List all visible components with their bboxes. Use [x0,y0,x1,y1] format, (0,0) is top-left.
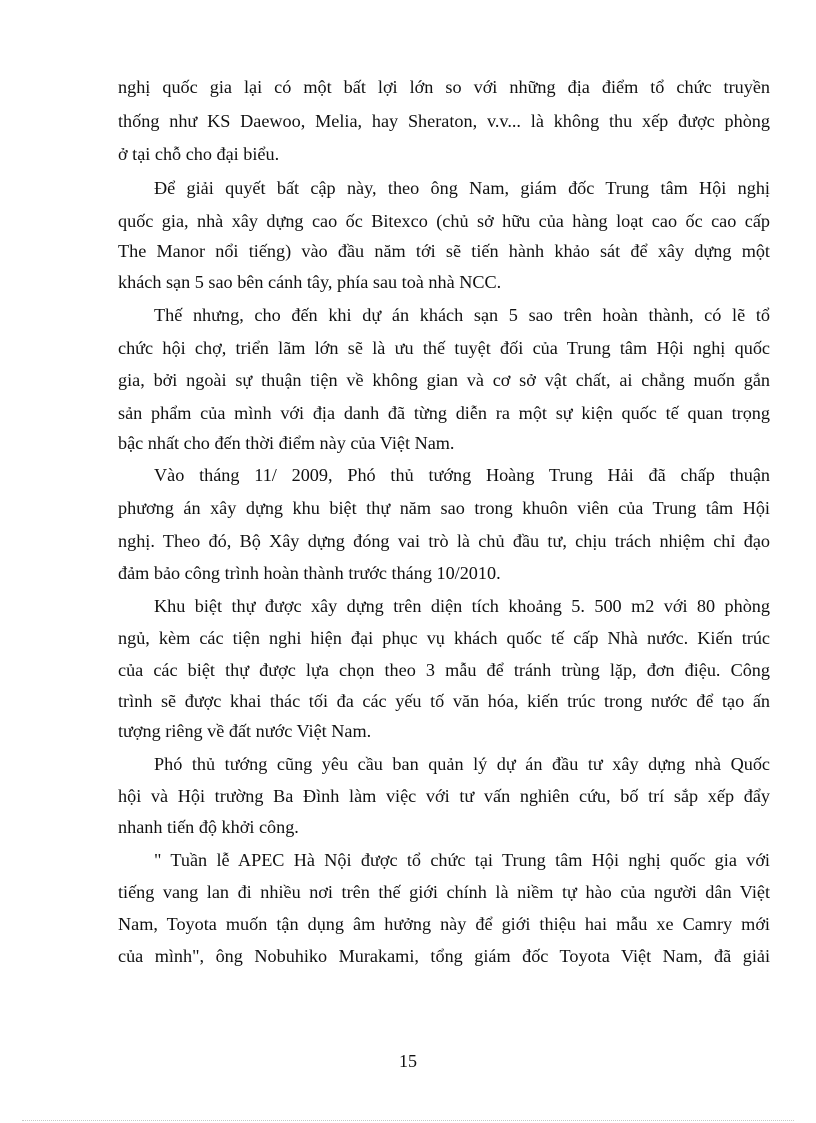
text-line: " Tuần lễ APEC Hà Nội được tổ chức tại Trung tâm Hội nghị quốc gia với [154,850,770,870]
text-line: The Manor nổi tiếng) vào đầu năm tới sẽ tiến hành khảo sát để xây dựng một [118,241,770,261]
page-bottom-divider [22,1120,794,1121]
text-line: ở tại chỗ cho đại biểu. [118,144,280,164]
text-line: đảm bảo công trình hoàn thành trước tháng 10/2010. [118,563,501,583]
text-line: của mình", ông Nobuhiko Murakami, tổng giám đốc Toyota Việt Nam, đã giải [118,946,770,966]
text-line: Để giải quyết bất cập này, theo ông Nam, giám đốc Trung tâm Hội nghị [154,178,770,198]
text-line: ngủ, kèm các tiện nghi hiện đại phục vụ khách quốc tế cấp Nhà nước. Kiến trúc [118,628,770,648]
text-line: trình sẽ được khai thác tối đa các yếu tố văn hóa, kiến trúc trong nước để tạo ấn [118,691,770,711]
text-line: nghị. Theo đó, Bộ Xây dựng đóng vai trò là chủ đầu tư, chịu trách nhiệm chỉ đạo [118,531,770,551]
text-line: gia, bởi ngoài sự thuận tiện về không gian và cơ sở vật chất, ai chẳng muốn gắn [118,370,770,390]
text-line: nhanh tiến độ khởi công. [118,817,299,837]
text-line: Nam, Toyota muốn tận dụng âm hưởng này để giới thiệu hai mẫu xe Camry mới [118,914,770,934]
text-line: của các biệt thự được lựa chọn theo 3 mẫu để tránh trùng lặp, đơn điệu. Công [118,660,770,680]
text-line: Thế nhưng, cho đến khi dự án khách sạn 5 sao trên hoàn thành, có lẽ tổ [154,305,770,325]
text-line: phương án xây dựng khu biệt thự năm sao trong khuôn viên của Trung tâm Hội [118,498,770,518]
text-line: hội và Hội trường Ba Đình làm việc với tư vấn nghiên cứu, bố trí sắp xếp đẩy [118,786,770,806]
text-line: thống như KS Daewoo, Melia, hay Sheraton, v.v... là không thu xếp được phòng [118,111,770,131]
text-line: Khu biệt thự được xây dựng trên diện tích khoảng 5. 500 m2 với 80 phòng [154,596,770,616]
text-line: chức hội chợ, triển lãm lớn sẽ là ưu thế tuyệt đối của Trung tâm Hội nghị quốc [118,338,770,358]
text-line: khách sạn 5 sao bên cánh tây, phía sau toà nhà NCC. [118,272,502,292]
text-line: bậc nhất cho đến thời điểm này của Việt Nam. [118,433,455,453]
text-line: nghị quốc gia lại có một bất lợi lớn so với những địa điểm tổ chức truyền [118,77,770,97]
text-line: Vào tháng 11/ 2009, Phó thủ tướng Hoàng Trung Hải đã chấp thuận [154,465,770,485]
text-line: Phó thủ tướng cũng yêu cầu ban quản lý dự án đầu tư xây dựng nhà Quốc [154,754,770,774]
text-line: sản phẩm của mình với địa danh đã từng diễn ra một sự kiện quốc tế quan trọng [118,403,770,423]
text-line: quốc gia, nhà xây dựng cao ốc Bitexco (chủ sở hữu của hàng loạt cao ốc cao cấp [118,211,770,231]
text-line: tượng riêng về đất nước Việt Nam. [118,721,372,741]
text-line: tiếng vang lan đi nhiều nơi trên thế giới chính là niềm tự hào của người dân Việt [118,882,770,902]
page-number: 15 [399,1051,417,1071]
